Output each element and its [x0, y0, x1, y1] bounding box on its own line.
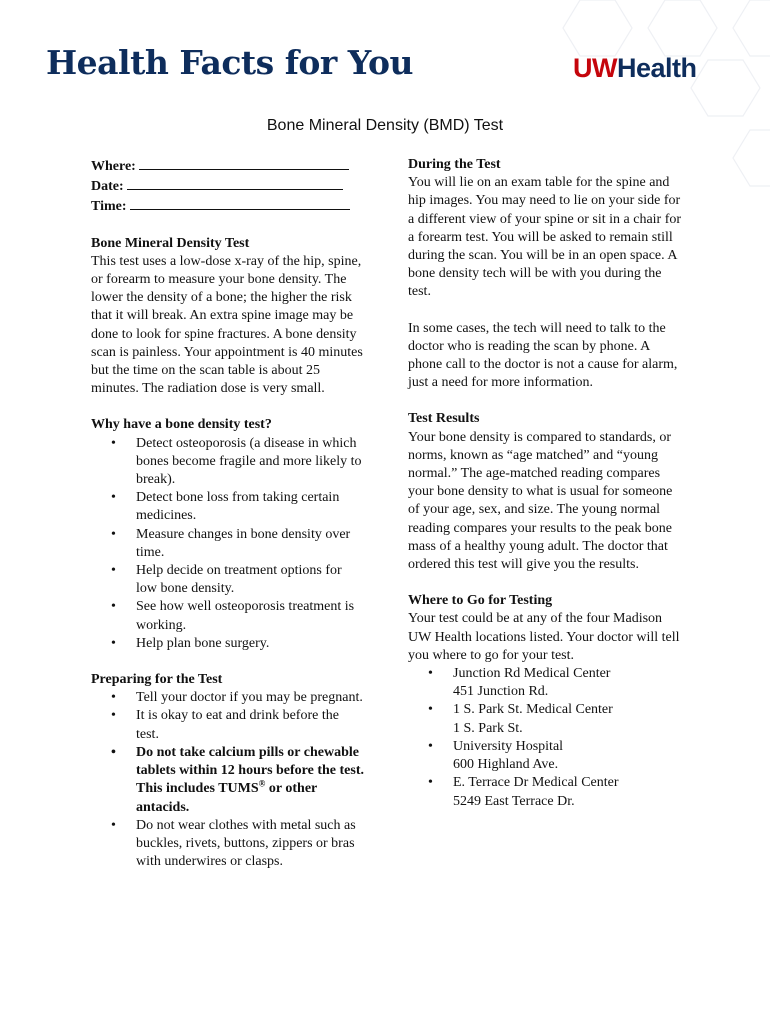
list-item: • Measure changes in bone density over time.	[91, 526, 364, 562]
list-item-calcium-warning: • Do not take calcium pills or chewable tablets within 12 hours before the test. This includes TUMS® or other antacids.	[91, 744, 364, 817]
date-blank[interactable]	[127, 176, 343, 190]
date-field: Date:	[91, 176, 364, 196]
locations-list	[408, 665, 686, 811]
where-to-go-heading: Where to Go for Testing	[408, 593, 553, 609]
intro-heading: Bone Mineral Density Test	[91, 235, 250, 251]
why-list	[91, 435, 364, 653]
during-para-1: You will lie on an exam table for the spine and hip images. You may need to lie on your side for a different view of your spine or sit in a chair for a forearm test. You will be asked to remain still during the scan. You will be in an open space. A bone density tech will be with you during the test.	[408, 175, 682, 300]
preparing-heading: Preparing for the Test	[91, 672, 223, 688]
time-blank[interactable]	[130, 196, 350, 210]
during-para-2: In some cases, the tech will need to talk to the doctor who is reading the scan by phone. A phone call to the doctor is not a cause for alarm, just a need for more information.	[408, 320, 678, 391]
list-item: • Help decide on treatment options for low bone density.	[91, 562, 364, 598]
where-field: Where:	[91, 156, 364, 176]
where-to-go-body: Your test could be at any of the four Madison UW Health locations listed. Your doctor will tell you where to go for your test.	[408, 611, 680, 663]
list-item: • Tell your doctor if you may be pregnant.	[91, 689, 364, 707]
logo-health: Health	[616, 53, 697, 83]
location-item: • Junction Rd Medical Center 451 Junction Rd.	[408, 665, 686, 701]
where-blank[interactable]	[139, 156, 349, 170]
right-column	[408, 156, 686, 811]
results-heading: Test Results	[408, 411, 480, 427]
list-item: • It is okay to eat and drink before the test.	[91, 707, 364, 743]
logo-uw: UW	[573, 53, 617, 83]
uw-health-logo	[573, 55, 697, 82]
why-heading: Why have a bone density test?	[91, 417, 272, 433]
time-field: Time:	[91, 196, 364, 216]
location-item: • 1 S. Park St. Medical Center 1 S. Park St.	[408, 701, 686, 737]
list-item: • See how well osteoporosis treatment is working.	[91, 598, 364, 634]
preparing-list	[91, 689, 364, 871]
results-body: Your bone density is compared to standards, or norms, known as “age matched” and “young normal.” The age-matched reading compares your bone density to what is usual for someone of your age, sex, and size. The young normal reading compares your results to the peak bone mass of a healthy young adult. The doctor that ordered this test will give you the results.	[408, 429, 673, 573]
list-item: • Help plan bone surgery.	[91, 635, 364, 653]
list-item: • Detect osteoporosis (a disease in which bones become fragile and more likely to break).	[91, 435, 364, 490]
location-item: • University Hospital 600 Highland Ave.	[408, 738, 686, 774]
during-heading: During the Test	[408, 157, 501, 172]
location-item: • E. Terrace Dr Medical Center 5249 East Terrace Dr.	[408, 774, 686, 810]
left-column	[91, 156, 364, 871]
brand-title: Health Facts for You	[46, 43, 414, 82]
list-item: • Do not wear clothes with metal such as buckles, rivets, buttons, zippers or bras with underwires or clasps.	[91, 817, 364, 872]
intro-body: This test uses a low-dose x-ray of the hip, spine, or forearm to measure your bone density. The lower the density of a bone; the higher the risk that it will break. An extra spine image may be done to look for spine fractures. A bone density scan is painless. Your appointment is 40 minutes but the time on the scan table is about 25 minutes. The radiation dose is very small.	[91, 253, 363, 397]
document-title: Bone Mineral Density (BMD) Test	[266, 117, 504, 134]
list-item: • Detect bone loss from taking certain medicines.	[91, 489, 364, 525]
